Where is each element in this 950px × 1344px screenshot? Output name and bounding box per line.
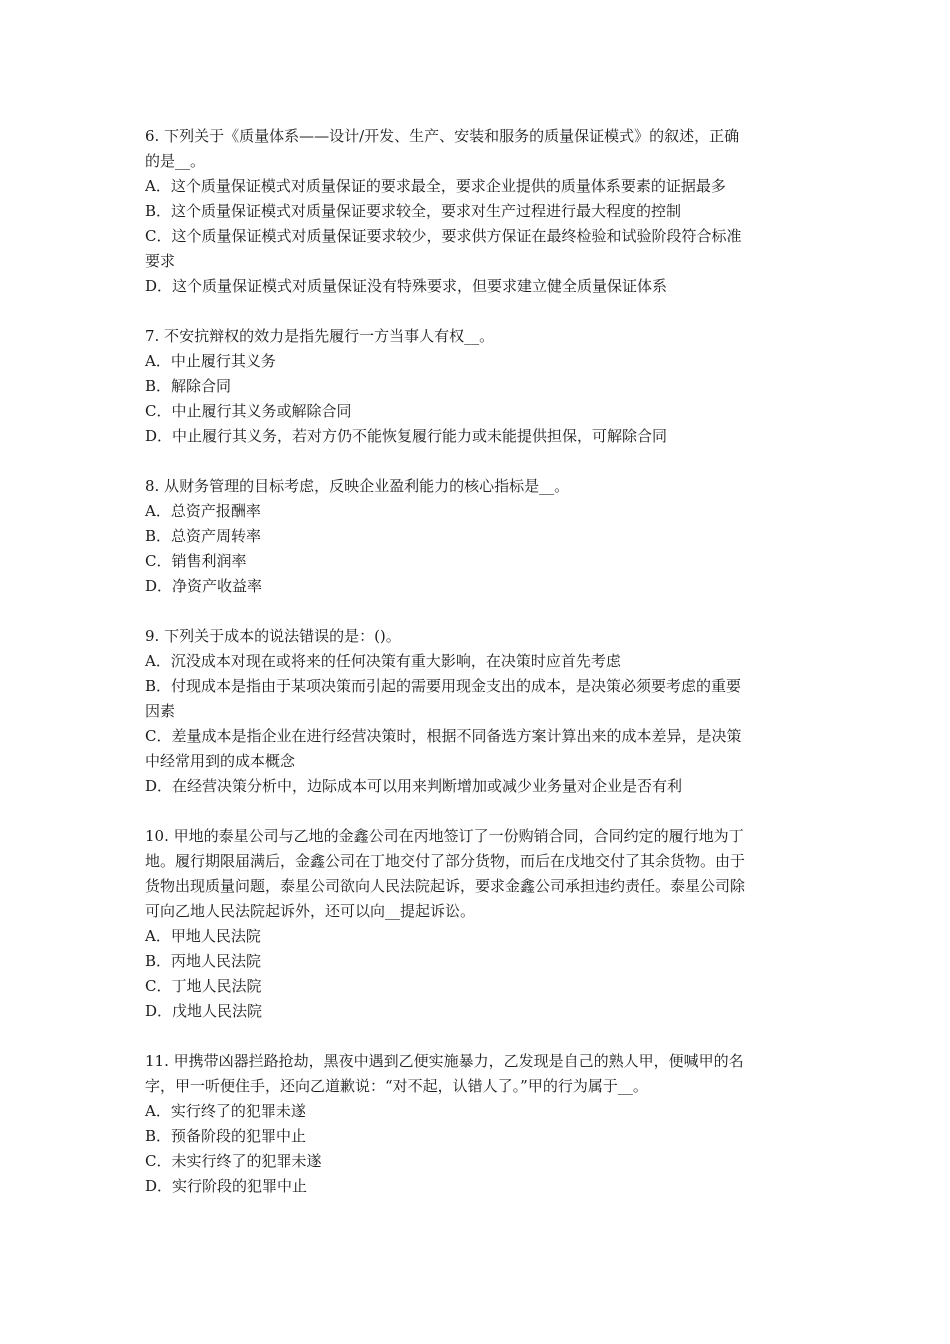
option-c: C．丁地人民法院 <box>145 977 262 995</box>
option-a: A．总资产报酬率 <box>145 502 261 520</box>
option-d: D．这个质量保证模式对质量保证没有特殊要求，但要求建立健全质量保证体系 <box>145 277 668 295</box>
question-8 <box>145 474 817 599</box>
question-stem: 可向乙地人民法院起诉外，还可以向__提起诉讼。 <box>145 902 476 920</box>
option-c-continued: 中经常用到的成本概念 <box>145 752 296 770</box>
question-stem: 字，甲一听便住手，还向乙道歉说：“对不起，认错人了。”甲的行为属于__。 <box>145 1077 648 1095</box>
option-a: A．沉没成本对现在或将来的任何决策有重大影响，在决策时应首先考虑 <box>145 652 621 670</box>
question-stem: 11. 甲携带凶器拦路抢劫，黑夜中遇到乙便实施暴力，乙发现是自己的熟人甲，便喊甲的名 <box>145 1052 744 1070</box>
option-c: C．这个质量保证模式对质量保证要求较少，要求供方保证在最终检验和试验阶段符合标准 <box>145 227 742 245</box>
option-a: A．这个质量保证模式对质量保证的要求最全，要求企业提供的质量体系要素的证据最多 <box>145 177 726 195</box>
option-a: A．实行终了的犯罪未遂 <box>145 1102 306 1120</box>
question-9 <box>145 624 817 799</box>
option-b: B．总资产周转率 <box>145 527 262 545</box>
question-7 <box>145 324 817 449</box>
option-d: D．实行阶段的犯罪中止 <box>145 1177 308 1195</box>
option-b: B．这个质量保证模式对质量保证要求较全，要求对生产过程进行最大程度的控制 <box>145 202 682 220</box>
question-10 <box>145 824 817 1024</box>
question-6 <box>145 124 817 299</box>
option-d: D．戊地人民法院 <box>145 1002 263 1020</box>
question-stem: 的是__。 <box>145 152 206 170</box>
option-b: B．丙地人民法院 <box>145 952 262 970</box>
option-b: B．付现成本是指由于某项决策而引起的需要用现金支出的成本，是决策必须要考虑的重要 <box>145 677 742 695</box>
option-c: C．销售利润率 <box>145 552 247 570</box>
option-b: B．解除合同 <box>145 377 232 395</box>
option-c-continued: 要求 <box>145 252 176 270</box>
option-d: D．净资产收益率 <box>145 577 263 595</box>
question-stem: 8. 从财务管理的目标考虑，反映企业盈利能力的核心指标是__。 <box>145 477 570 495</box>
option-c: C．未实行终了的犯罪未遂 <box>145 1152 322 1170</box>
question-stem: 10. 甲地的泰星公司与乙地的金鑫公司在丙地签订了一份购销合同，合同约定的履行地为丁 <box>145 827 744 845</box>
question-stem: 地。履行期限届满后，金鑫公司在丁地交付了部分货物，而后在戊地交付了其余货物。由于 <box>145 852 746 870</box>
option-b-continued: 因素 <box>145 702 176 720</box>
option-c: C．中止履行其义务或解除合同 <box>145 402 352 420</box>
question-11 <box>145 1049 817 1199</box>
option-c: C．差量成本是指企业在进行经营决策时，根据不同备选方案计算出来的成本差异，是决策 <box>145 727 742 745</box>
question-stem: 6. 下列关于《质量体系——设计/开发、生产、安装和服务的质量保证模式》的叙述，正确 <box>145 127 740 145</box>
option-b: B．预备阶段的犯罪中止 <box>145 1127 307 1145</box>
option-d: D．中止履行其义务，若对方仍不能恢复履行能力或未能提供担保，可解除合同 <box>145 427 668 445</box>
document-page <box>145 124 817 1224</box>
option-a: A．中止履行其义务 <box>145 352 276 370</box>
option-a: A．甲地人民法院 <box>145 927 261 945</box>
option-d: D．在经营决策分析中，边际成本可以用来判断增加或减少业务量对企业是否有利 <box>145 777 683 795</box>
question-stem: 7. 不安抗辩权的效力是指先履行一方当事人有权__。 <box>145 327 495 345</box>
question-stem: 货物出现质量问题，泰星公司欲向人民法院起诉，要求金鑫公司承担违约责任。泰星公司除 <box>145 877 746 895</box>
question-stem: 9. 下列关于成本的说法错误的是：()。 <box>145 627 401 645</box>
